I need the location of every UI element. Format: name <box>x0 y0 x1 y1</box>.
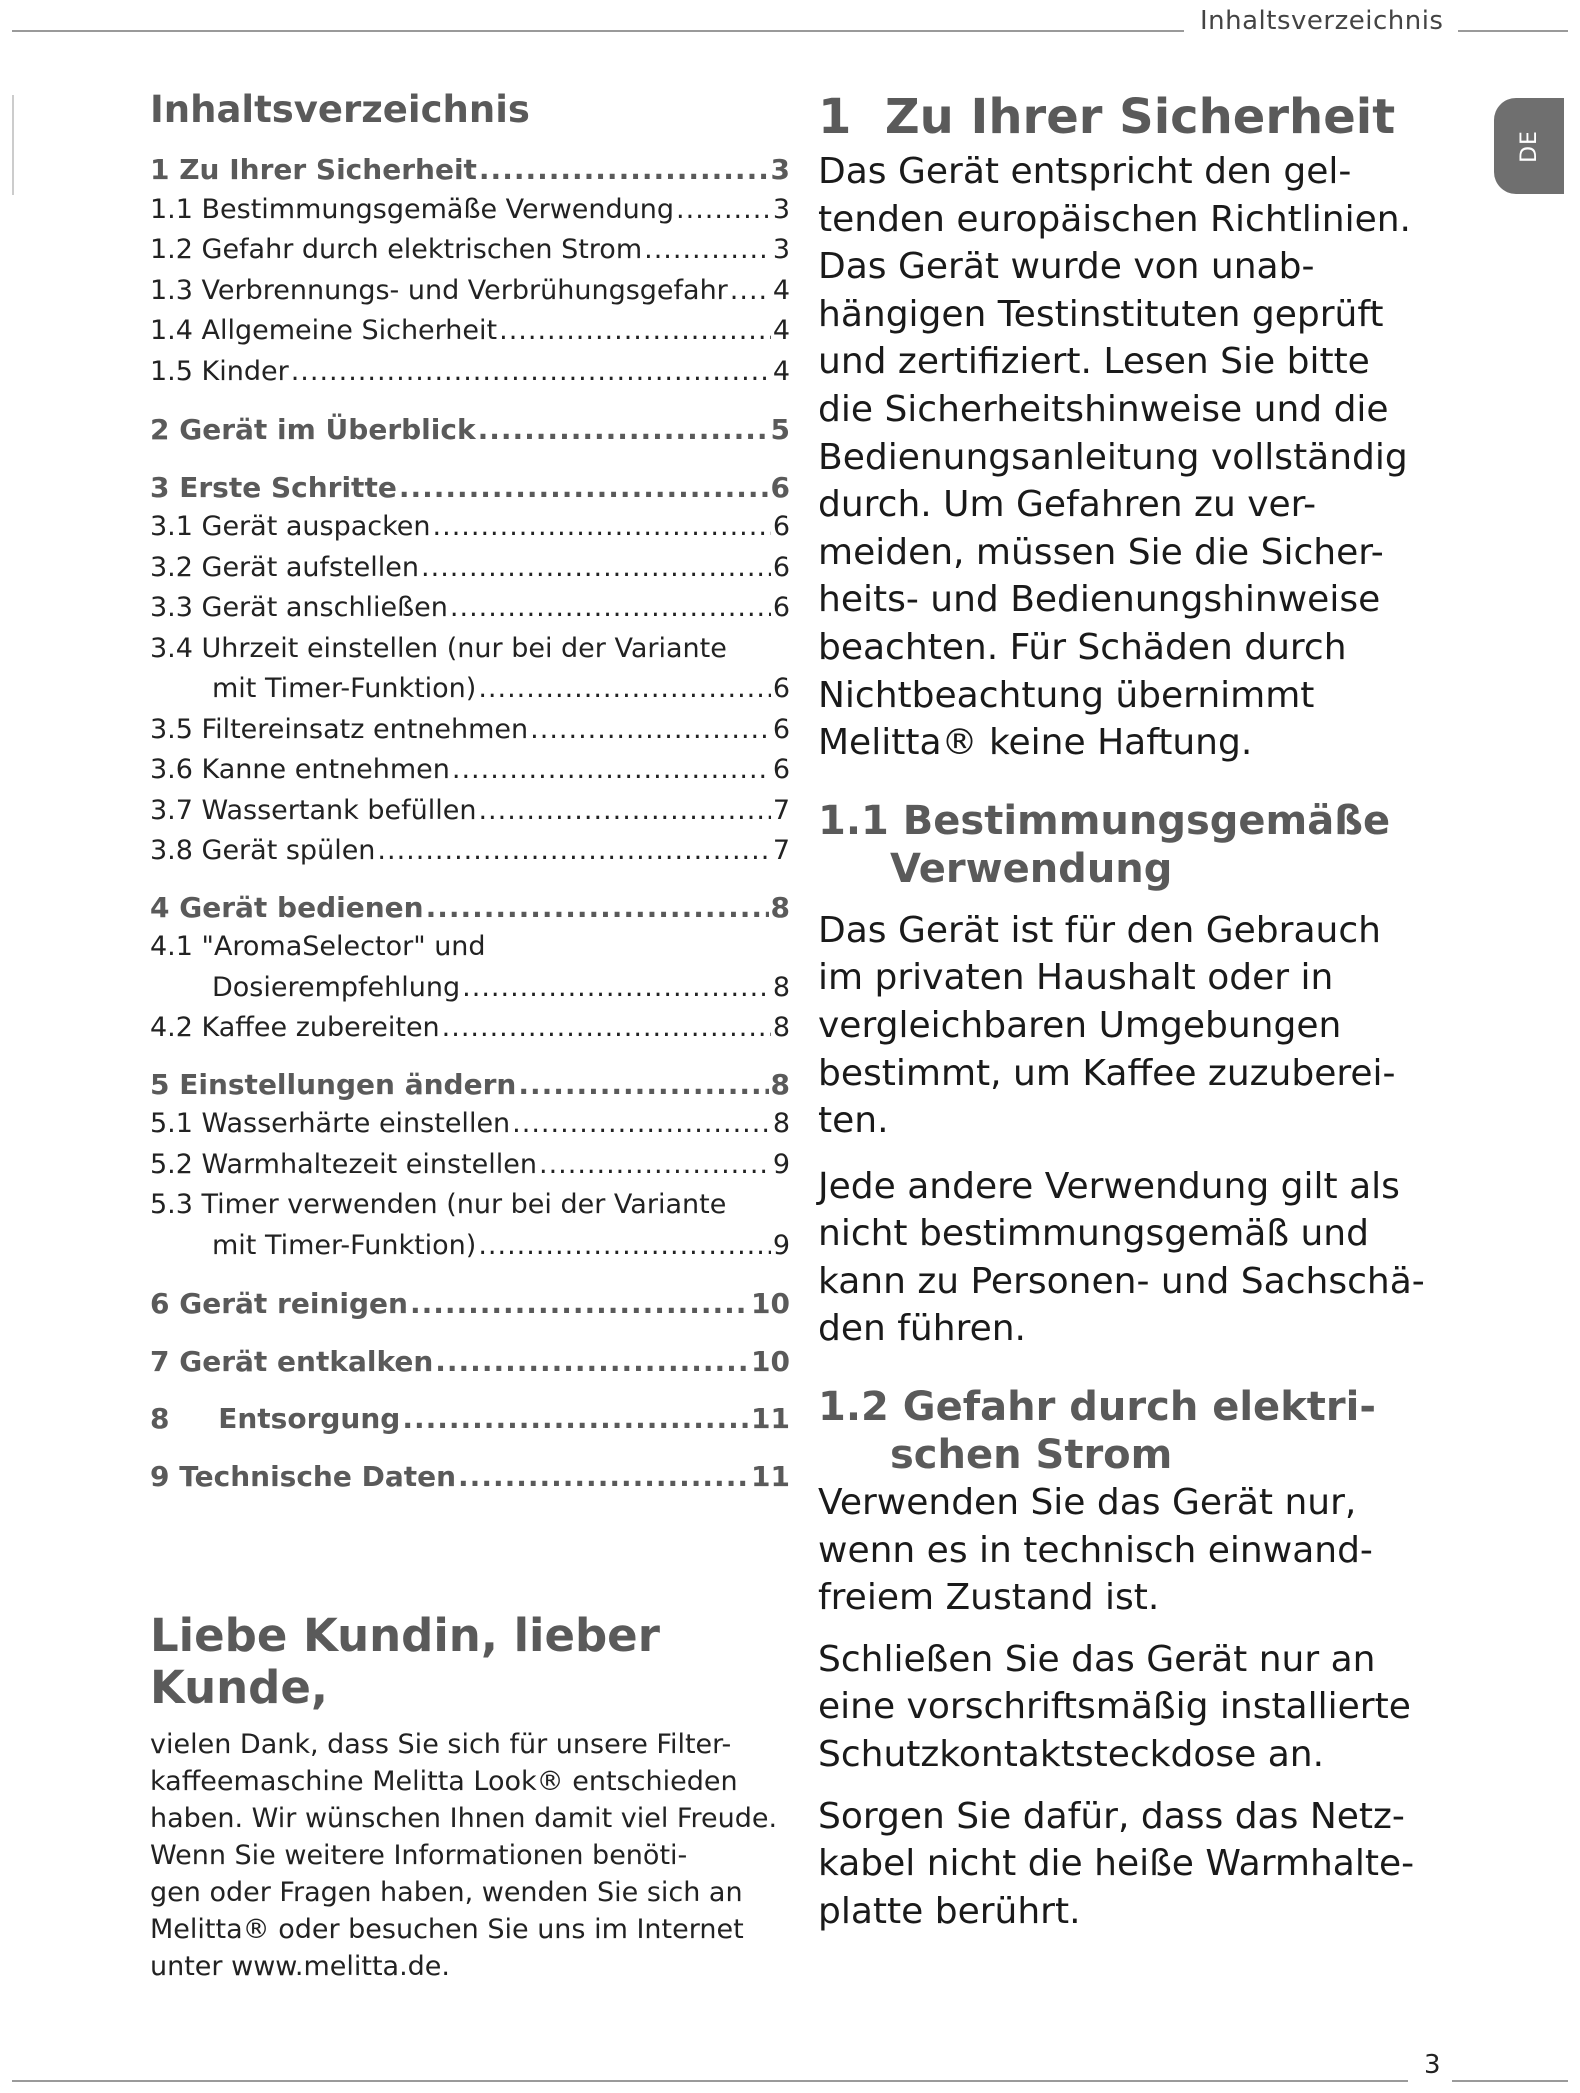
toc-entry-page: 8 <box>772 971 790 1003</box>
body-line: Nichtbeachtung übernimmt <box>818 674 1315 716</box>
body-line: den führen. <box>818 1308 1026 1350</box>
greeting-line: kaffeemaschine Melitta Look® entschieden <box>150 1766 738 1797</box>
greeting-line: haben. Wir wünschen Ihnen damit viel Freude. <box>150 1803 778 1834</box>
body-line: Melitta® keine Haftung. <box>818 722 1253 764</box>
table-of-contents <box>150 153 790 1500</box>
greeting-line: Wenn Sie weitere Informationen benöti- <box>150 1840 688 1871</box>
toc-entry[interactable] <box>150 194 790 235</box>
toc-entry[interactable] <box>150 931 790 972</box>
toc-entry-label: 3.5 Filtereinsatz entnehmen <box>150 713 529 745</box>
body-line: bestimmt, um Kaffee zuzuberei- <box>818 1052 1396 1094</box>
toc-entry-page: 7 <box>772 794 790 826</box>
toc-entry-label: 1.1 Bestimmungsgemäße Verwendung <box>150 193 675 225</box>
toc-entry[interactable] <box>150 1108 790 1149</box>
section-1-2-para-3 <box>818 1793 1478 1936</box>
toc-entry-label: mit Timer-Funktion) <box>212 1229 477 1261</box>
section-1-1-heading <box>818 797 1478 893</box>
toc-entry-label: 1.2 Gefahr durch elektrischen Strom <box>150 234 643 265</box>
left-column <box>150 88 790 1985</box>
toc-entry-page: 8 <box>772 1012 790 1043</box>
toc-entry-label: 3.7 Wassertank befüllen <box>150 794 477 826</box>
toc-entry-label: 3.1 Gerät auspacken <box>150 511 431 542</box>
body-line: Schließen Sie das Gerät nur an <box>818 1638 1376 1680</box>
toc-entry-page: 11 <box>751 1459 790 1493</box>
toc-entry[interactable] <box>150 471 790 512</box>
toc-entry-label: 5.2 Warmhaltezeit einstellen <box>150 1148 537 1180</box>
heading-line: schen Strom <box>890 1432 1173 1479</box>
toc-entry-label: 3.6 Kanne entnehmen <box>150 754 450 785</box>
greeting-title <box>150 1610 790 1714</box>
toc-entry-page: 6 <box>772 511 790 542</box>
heading-line: Verwendung <box>890 845 1173 892</box>
body-line: kabel nicht die heiße Warmhalte- <box>818 1843 1415 1885</box>
toc-entry-page: 5 <box>770 413 790 446</box>
toc-entry[interactable] <box>150 795 790 836</box>
toc-entry[interactable] <box>150 1012 790 1053</box>
toc-entry-label: Dosierempfehlung <box>212 971 461 1003</box>
body-line: heits- und Bedienungshinweise <box>818 579 1381 621</box>
body-line: freiem Zustand ist. <box>818 1577 1160 1619</box>
toc-entry[interactable] <box>150 1149 790 1190</box>
body-line: und zertifiziert. Lesen Sie bitte <box>818 341 1370 383</box>
footer-rule-right <box>1452 2080 1568 2082</box>
section-1-heading: 1 Zu Ihrer Sicherheit <box>818 89 1396 145</box>
body-line: wenn es in technisch einwand- <box>818 1529 1373 1571</box>
heading-line: 1.1 Bestimmungsgemäße <box>818 797 1391 844</box>
toc-entry-label: 5.3 Timer verwenden (nur bei der Variante <box>150 1189 727 1220</box>
toc-entry[interactable] <box>150 234 790 275</box>
toc-entry[interactable] <box>150 153 790 194</box>
language-tab-label: DE <box>1516 129 1542 163</box>
header-rule-left <box>12 30 1184 32</box>
toc-entry[interactable] <box>150 714 790 755</box>
greeting-line: vielen Dank, dass Sie sich für unsere Filter- <box>150 1729 732 1760</box>
running-title: Inhaltsverzeichnis <box>1200 6 1444 36</box>
body-line: Jede andere Verwendung gilt als <box>818 1165 1400 1207</box>
section-1-2-para-2 <box>818 1636 1478 1779</box>
toc-entry[interactable] <box>150 673 790 714</box>
section-1-2-heading <box>818 1383 1478 1479</box>
body-line: Verwenden Sie das Gerät nur, <box>818 1482 1357 1524</box>
toc-entry-label: 1.4 Allgemeine Sicherheit <box>150 315 498 346</box>
page-number: 3 <box>1424 2050 1441 2080</box>
body-line: Bedienungsanleitung vollständig <box>818 436 1408 478</box>
left-margin-mark <box>12 95 14 195</box>
toc-entry-page: 11 <box>751 1402 790 1435</box>
toc-entry-label: 1 Zu Ihrer Sicherheit <box>150 153 477 186</box>
body-line: Sorgen Sie dafür, dass das Netz- <box>818 1795 1405 1837</box>
body-line: hängigen Testinstituten geprüft <box>818 293 1384 335</box>
toc-entry-page: 6 <box>772 713 790 745</box>
toc-entry-label: 3 Erste Schritte <box>150 470 397 504</box>
toc-title: Inhaltsverzeichnis <box>150 88 530 131</box>
greeting-title-line: Kunde, <box>150 1661 328 1714</box>
toc-entry-page: 9 <box>772 1229 790 1261</box>
greeting-line: gen oder Fragen haben, wenden Sie sich an <box>150 1877 743 1908</box>
body-line: Das Gerät entspricht den gel- <box>818 151 1352 192</box>
toc-entry-page: 7 <box>772 835 790 866</box>
section-1-1-para-1 <box>818 907 1478 1145</box>
toc-entry-page: 6 <box>772 754 790 785</box>
toc-entry[interactable] <box>150 835 790 876</box>
toc-entry[interactable] <box>150 552 790 593</box>
right-column <box>818 88 1478 1935</box>
toc-entry[interactable] <box>150 1230 790 1271</box>
toc-entry-label: 9 Technische Daten <box>150 1459 457 1493</box>
toc-entry-page: 9 <box>772 1148 790 1180</box>
toc-entry[interactable] <box>150 413 790 454</box>
toc-entry-page: 6 <box>770 470 790 504</box>
greeting-line: Melitta® oder besuchen Sie uns im Internet <box>150 1914 744 1945</box>
body-line: vergleichbaren Umgebungen <box>818 1004 1342 1046</box>
toc-entry-label: 7 Gerät entkalken <box>150 1344 434 1378</box>
toc-entry-label: 4 Gerät bedienen <box>150 890 424 924</box>
toc-entry-page: 3 <box>770 153 790 186</box>
toc-entry[interactable] <box>150 356 790 397</box>
toc-entry-page: 6 <box>772 592 790 623</box>
toc-entry-label: 4.2 Kaffee zubereiten <box>150 1012 440 1043</box>
section-1-1-para-2 <box>818 1163 1478 1353</box>
toc-entry-page: 4 <box>772 315 790 346</box>
toc-entry-label: 5.1 Wasserhärte einstellen <box>150 1108 511 1139</box>
toc-entry[interactable] <box>150 315 790 356</box>
toc-entry-page: 6 <box>772 551 790 583</box>
body-line: Das Gerät wurde von unab- <box>818 246 1315 288</box>
toc-entry-page: 6 <box>772 673 790 704</box>
toc-entry-label: 8 Entsorgung <box>150 1402 401 1435</box>
toc-entry[interactable] <box>150 592 790 633</box>
toc-entry-label: 3.4 Uhrzeit einstellen (nur bei der Variante <box>150 632 727 664</box>
toc-entry-page: 3 <box>772 193 790 225</box>
toc-entry-label: 6 Gerät reinigen <box>150 1287 408 1320</box>
toc-entry[interactable] <box>150 972 790 1013</box>
toc-entry-label: 3.8 Gerät spülen <box>150 835 376 866</box>
toc-entry-label: 1.3 Verbrennungs- und Verbrühungsgefahr <box>150 274 728 306</box>
language-tab <box>1494 98 1564 194</box>
toc-entry-page: 4 <box>772 274 790 306</box>
toc-entry[interactable] <box>150 1460 790 1501</box>
toc-entry[interactable] <box>150 1345 790 1386</box>
body-line: durch. Um Gefahren zu ver- <box>818 484 1317 526</box>
toc-entry-page: 8 <box>770 890 790 924</box>
body-line: meiden, müssen Sie die Sicher- <box>818 531 1384 573</box>
body-line: ten. <box>818 1100 889 1142</box>
toc-entry-label: 4.1 "AromaSelector" und <box>150 931 486 962</box>
toc-entry-page: 4 <box>772 355 790 387</box>
toc-entry-label: mit Timer-Funktion) <box>212 673 477 704</box>
header-rule-right <box>1458 30 1568 32</box>
toc-entry-label: 3.3 Gerät anschließen <box>150 592 448 623</box>
greeting-line: unter www.melitta.de. <box>150 1951 451 1982</box>
body-line: beachten. Für Schäden durch <box>818 626 1347 668</box>
body-line: tenden europäischen Richtlinien. <box>818 198 1411 240</box>
body-line: Schutzkontaktsteckdose an. <box>818 1734 1325 1776</box>
heading-line: 1.2 Gefahr durch elektri- <box>818 1384 1376 1431</box>
toc-entry-page: 10 <box>751 1287 790 1320</box>
toc-entry-page: 3 <box>772 234 790 265</box>
toc-entry[interactable] <box>150 1068 790 1109</box>
toc-entry-label: 2 Gerät im Überblick <box>150 413 476 446</box>
toc-entry-page: 8 <box>770 1067 790 1101</box>
toc-entry[interactable] <box>150 891 790 932</box>
toc-entry[interactable] <box>150 1287 790 1328</box>
toc-entry[interactable] <box>150 275 790 316</box>
toc-entry[interactable] <box>150 1402 790 1443</box>
footer-rule-left <box>12 2080 1408 2082</box>
toc-entry[interactable] <box>150 633 790 674</box>
greeting-body <box>150 1726 790 1985</box>
toc-entry-page: 10 <box>751 1344 790 1378</box>
toc-entry[interactable] <box>150 511 790 552</box>
toc-entry-label: 5 Einstellungen ändern <box>150 1067 517 1101</box>
toc-entry-page: 8 <box>772 1108 790 1139</box>
greeting-title-line: Liebe Kundin, lieber <box>150 1609 660 1662</box>
toc-entry-label: 3.2 Gerät aufstellen <box>150 551 420 583</box>
body-line: kann zu Personen- und Sachschä- <box>818 1260 1425 1302</box>
body-line: platte berührt. <box>818 1890 1081 1932</box>
body-line: im privaten Haushalt oder in <box>818 957 1334 999</box>
section-1-2-para-1 <box>818 1479 1478 1622</box>
toc-entry-label: 1.5 Kinder <box>150 355 289 387</box>
toc-entry[interactable] <box>150 754 790 795</box>
section-1-body <box>818 148 1478 767</box>
body-line: nicht bestimmungsgemäß und <box>818 1213 1369 1255</box>
body-line: eine vorschriftsmäßig installierte <box>818 1686 1411 1728</box>
body-line: Das Gerät ist für den Gebrauch <box>818 909 1381 951</box>
toc-entry[interactable] <box>150 1189 790 1230</box>
body-line: die Sicherheitshinweise und die <box>818 388 1389 430</box>
